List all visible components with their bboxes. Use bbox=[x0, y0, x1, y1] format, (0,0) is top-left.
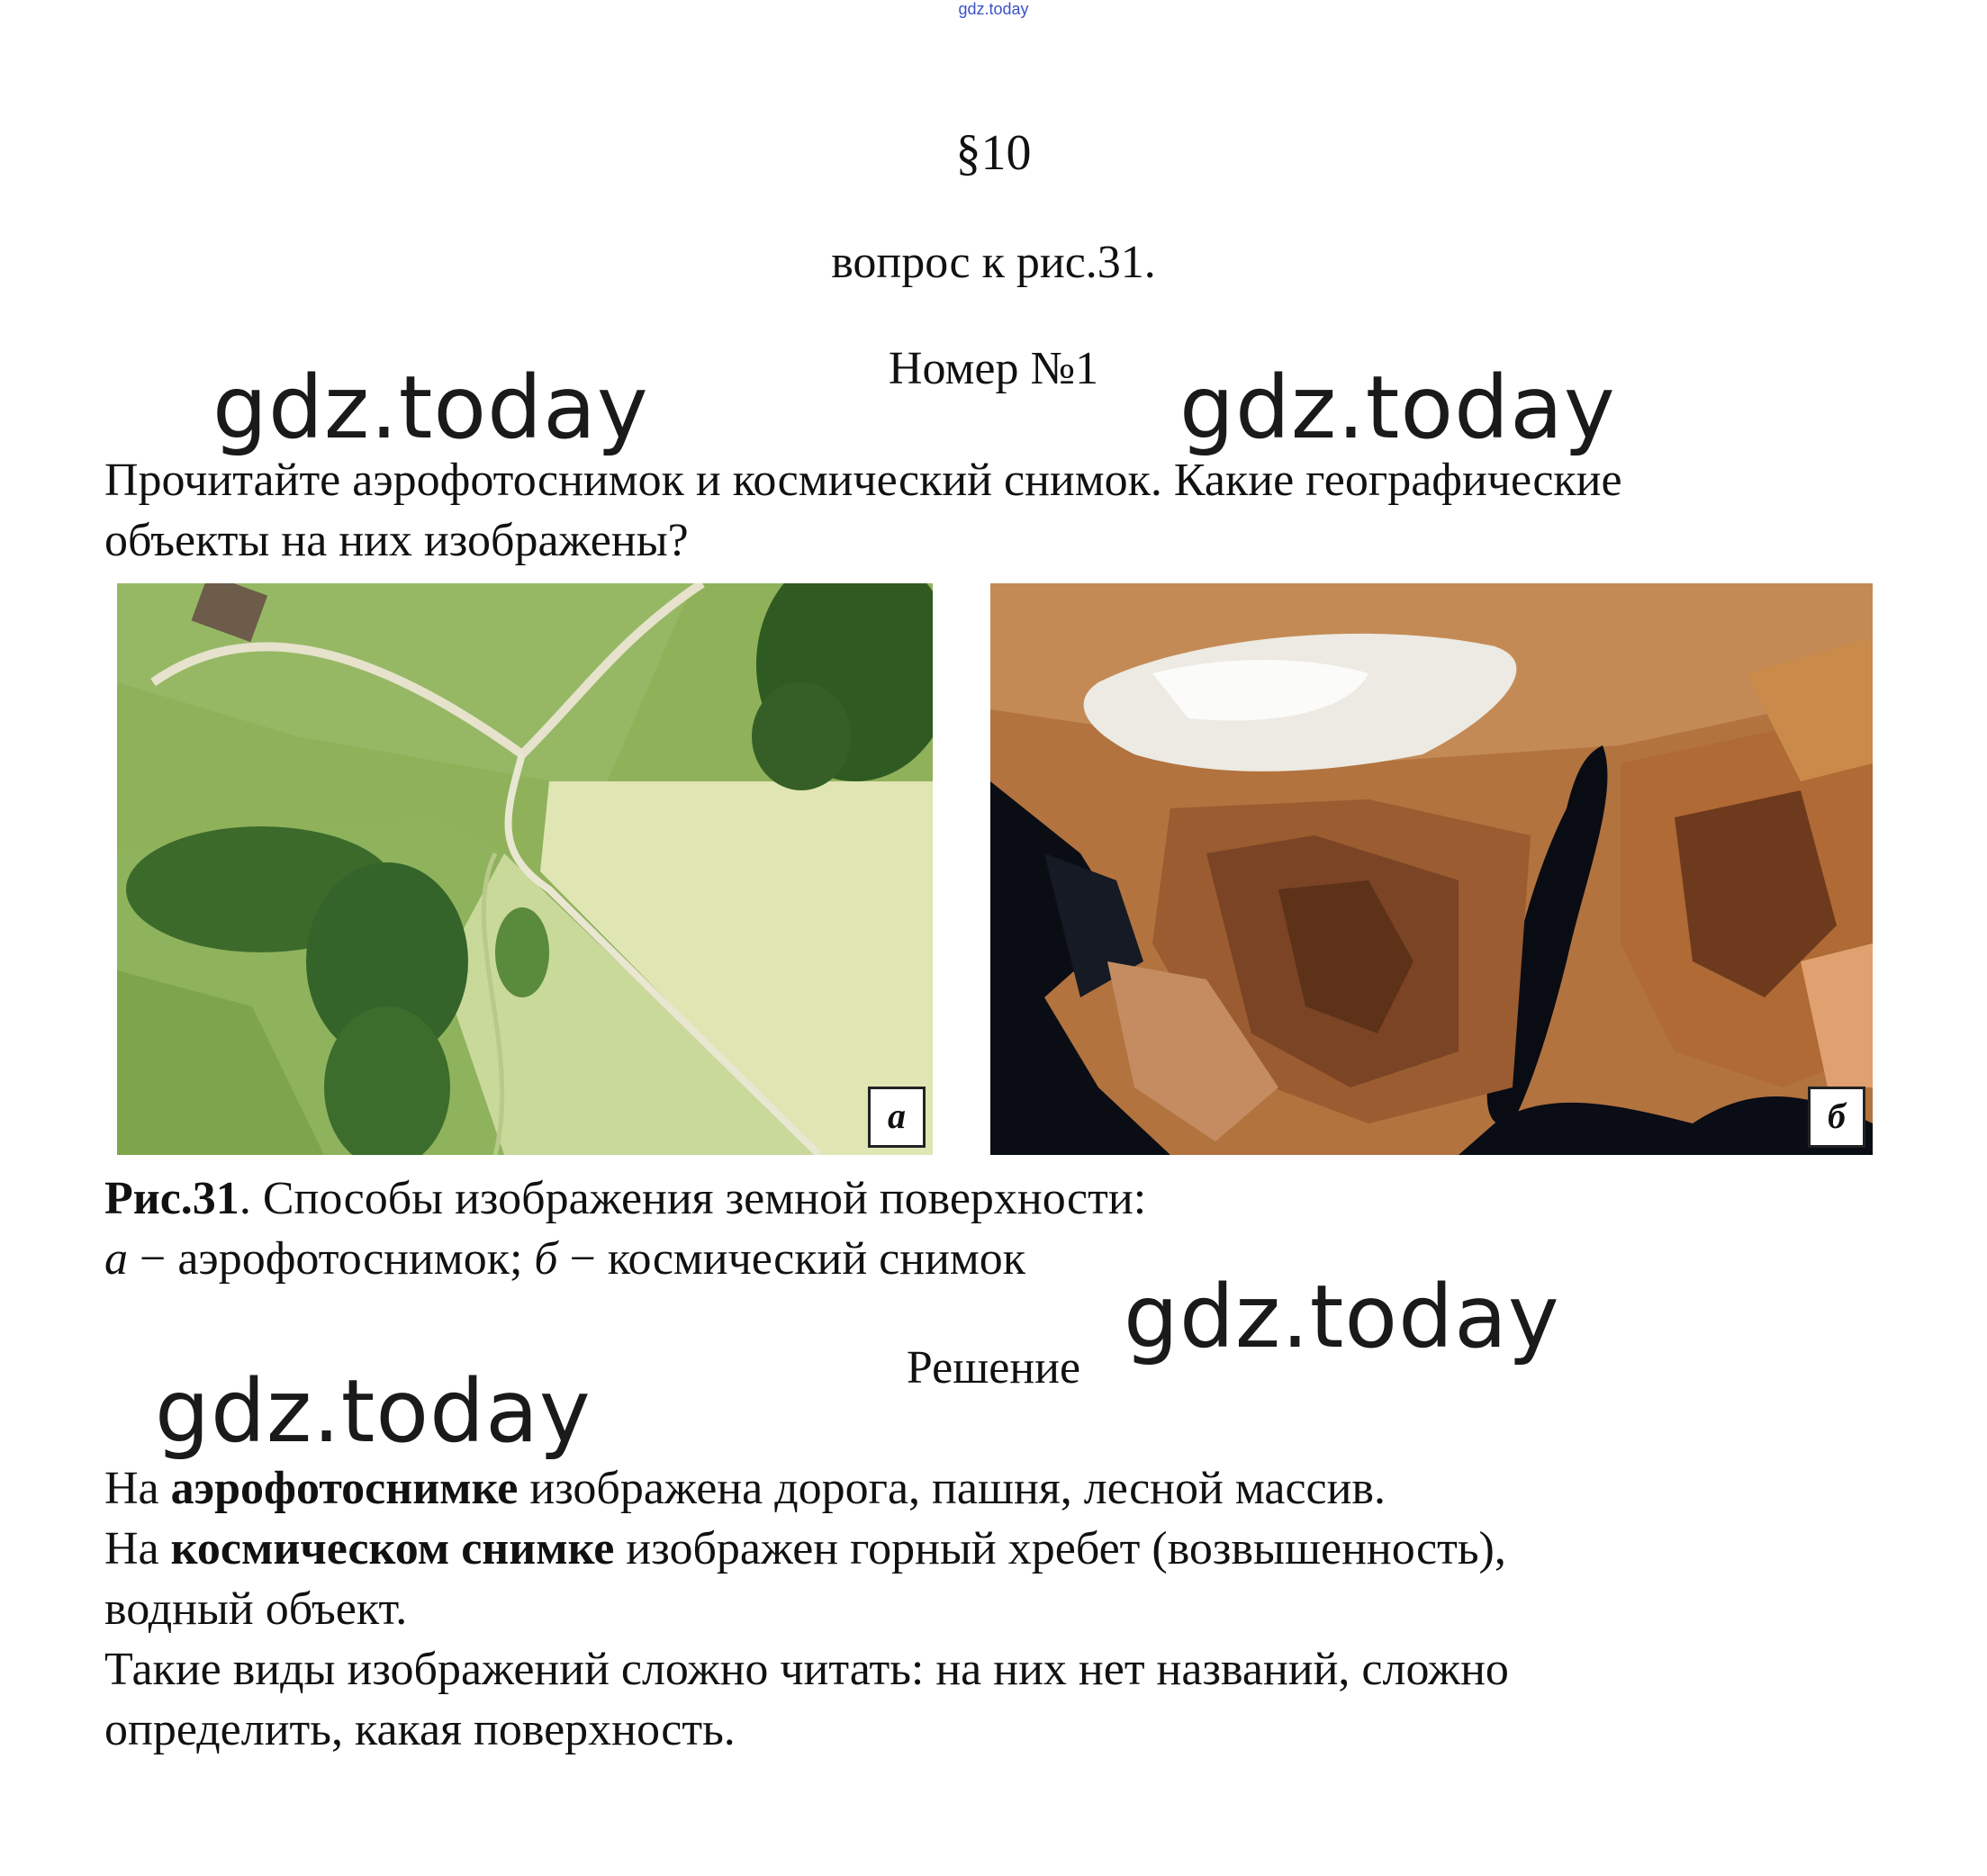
answer-line-2 bbox=[104, 1519, 1905, 1579]
watermark-4: gdz.today bbox=[155, 1361, 592, 1462]
figure-label-a: а bbox=[868, 1087, 926, 1148]
answer-p2-end: изображен горный хребет (возвышенность), bbox=[614, 1523, 1506, 1574]
task-number: Номер №1 bbox=[888, 343, 1099, 394]
top-watermark: gdz.today bbox=[958, 0, 1029, 18]
task-text bbox=[104, 450, 1905, 571]
caption-figure-number: Рис.31 bbox=[104, 1173, 239, 1224]
caption-a-text: − аэрофотоснимок; bbox=[128, 1233, 535, 1285]
answer-p2-bold: космическом снимке bbox=[170, 1523, 615, 1574]
answer-p1-start: На bbox=[104, 1463, 171, 1514]
question-reference: вопрос к рис.31. bbox=[831, 237, 1156, 288]
task-line-1: Прочитайте аэрофотоснимок и космический снимок. Какие географические bbox=[104, 455, 1622, 506]
answer-text bbox=[104, 1458, 1905, 1760]
answer-line-1 bbox=[104, 1458, 1905, 1519]
answer-line-4: Такие виды изображений сложно читать: на них нет названий, сложно bbox=[104, 1644, 1509, 1695]
section-heading: §10 bbox=[955, 125, 1032, 181]
solution-heading: Решение bbox=[906, 1342, 1081, 1393]
caption-line-1 bbox=[104, 1168, 1905, 1229]
figure-label-b: б bbox=[1808, 1087, 1865, 1148]
caption-letter-b: б bbox=[534, 1233, 558, 1285]
caption-line-2 bbox=[104, 1229, 1905, 1289]
watermark-1: gdz.today bbox=[212, 357, 649, 458]
watermark-2: gdz.today bbox=[1179, 357, 1616, 458]
caption-title: . Способы изображения земной поверхности: bbox=[239, 1173, 1147, 1224]
satellite-photo bbox=[990, 583, 1873, 1155]
answer-line-5: определить, какая поверхность. bbox=[104, 1704, 736, 1755]
aerial-photo bbox=[117, 583, 933, 1155]
task-line-2: объекты на них изображены? bbox=[104, 515, 689, 566]
aerial-photo-image bbox=[117, 583, 933, 1155]
caption-letter-a: а bbox=[104, 1233, 128, 1285]
answer-p1-end: изображена дорога, пашня, лесной массив. bbox=[518, 1463, 1386, 1514]
satellite-photo-image bbox=[990, 583, 1873, 1155]
answer-p1-bold: аэрофотоснимке bbox=[170, 1463, 519, 1514]
figure-caption bbox=[104, 1168, 1905, 1289]
answer-p2-start: На bbox=[104, 1523, 171, 1574]
caption-b-text: − космический снимок bbox=[557, 1233, 1026, 1285]
watermark-3: gdz.today bbox=[1124, 1267, 1560, 1367]
answer-line-3: водный объект. bbox=[104, 1583, 408, 1635]
